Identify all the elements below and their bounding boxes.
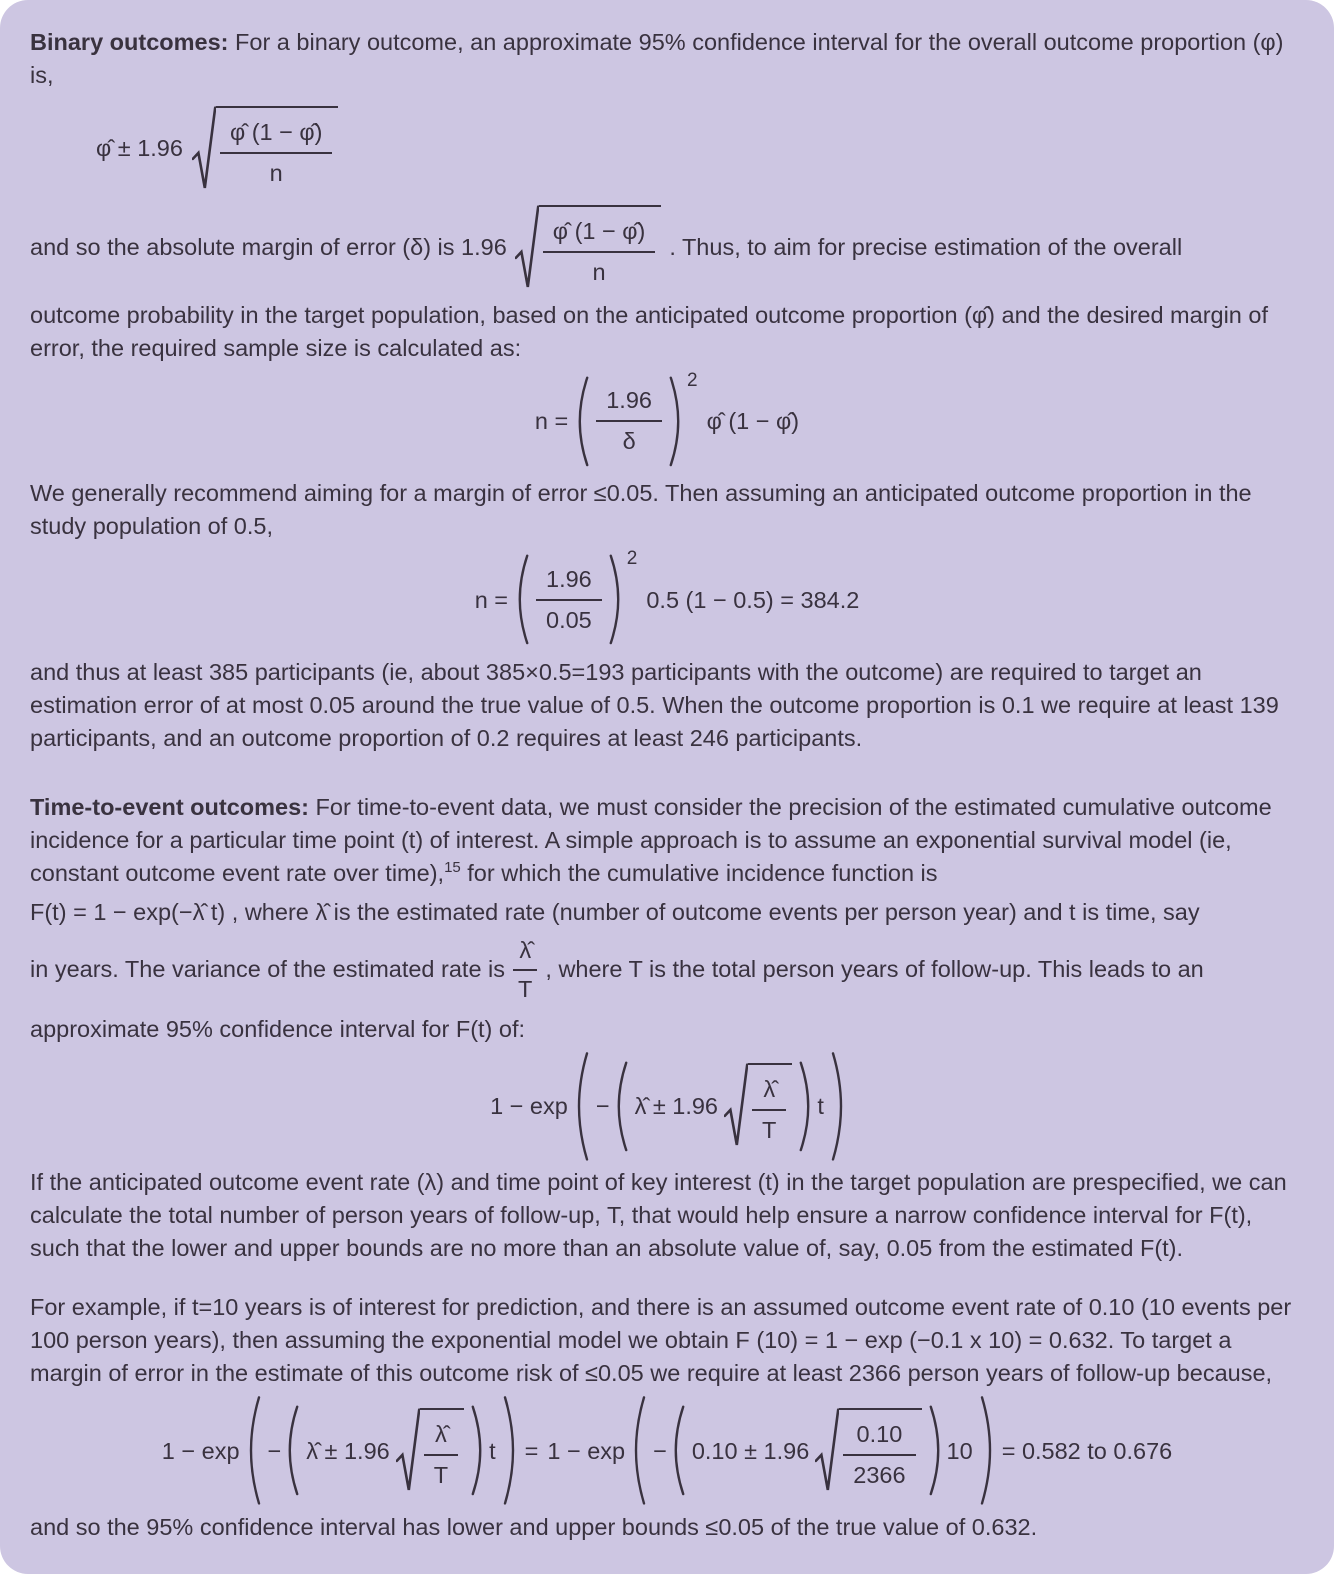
conclusion-paragraph: and so the 95% confidence interval has lower and upper bounds ≤0.05 of the true value of 0.632. <box>30 1514 1038 1541</box>
left-paren-icon <box>287 1404 300 1497</box>
margin-line-before: and so the absolute margin of error (δ) is 1.96 <box>30 234 507 261</box>
lambda-pm-term: λ̂ ± 1.96 <box>634 1092 719 1119</box>
formula-ci-proportion <box>96 106 1304 191</box>
one-minus-exp: 1 − exp <box>490 1092 568 1119</box>
equals-sign: = <box>524 1437 539 1464</box>
inner-paren-group <box>287 1404 483 1497</box>
fraction-denominator: n <box>592 258 606 285</box>
tte-heading: Time-to-event outcomes: <box>30 794 309 821</box>
exponent-2: 2 <box>626 548 638 570</box>
fraction-denominator: n <box>269 159 283 186</box>
reference-15[interactable]: 15 <box>444 859 461 877</box>
margin-continuation-paragraph: outcome probability in the target population, based on the anticipated outcome proportion (φ̂) and the desired margin of error, the required sample size is calculated as: <box>30 301 1269 361</box>
right-paren-icon <box>608 553 621 646</box>
exp-term-right <box>547 1404 992 1497</box>
fraction <box>596 384 662 457</box>
fraction-numerator: 1.96 <box>596 384 662 422</box>
fraction-denominator: 2366 <box>853 1461 906 1488</box>
minus-sign: − <box>653 1437 667 1464</box>
right-paren-icon <box>502 1394 516 1507</box>
formula-ci-cumulative-incidence <box>30 1060 1304 1153</box>
variance-after: , where T is the total person years of follow-up. This leads to an <box>545 956 1204 983</box>
time-term: t <box>817 1092 824 1119</box>
right-paren-icon <box>979 1394 993 1507</box>
margin-line-after: . Thus, to aim for precise estimation of the overall <box>669 234 1183 261</box>
radical-sign-icon <box>724 1063 748 1148</box>
lambda-pm-term: λ̂ ± 1.96 <box>306 1437 390 1464</box>
formula-sample-size-worked <box>30 548 1304 642</box>
left-paren-icon <box>673 1404 686 1497</box>
one-minus-exp: 1 − exp <box>161 1437 240 1464</box>
ci-intro-line: approximate 95% confidence interval for F(t) of: <box>30 1015 526 1042</box>
left-paren-icon <box>577 375 590 468</box>
margin-of-error-line <box>30 205 1304 290</box>
radical-sign-icon <box>515 205 539 290</box>
n-equals: n = <box>474 586 509 613</box>
fraction-numerator: λ̂ <box>424 1418 458 1456</box>
fraction-denominator: T <box>518 975 533 1002</box>
binary-outcomes-paragraph <box>30 26 1304 92</box>
n-equals: n = <box>534 407 569 434</box>
fraction-denominator: δ <box>622 428 636 455</box>
exp-term <box>490 1060 844 1153</box>
fraction-numerator: φ̂ (1 − φ̂) <box>220 116 333 154</box>
phi-product-term: φ̂ (1 − φ̂) <box>706 407 800 434</box>
time-term: t <box>489 1437 496 1464</box>
inner-paren-group <box>673 1404 941 1497</box>
one-minus-exp: 1 − exp <box>547 1437 626 1464</box>
right-paren-icon <box>470 1404 483 1497</box>
formula-worked-tte <box>30 1404 1304 1497</box>
left-paren-icon <box>616 1060 629 1153</box>
radical-sign-icon <box>815 1408 839 1493</box>
right-paren-icon <box>830 1050 844 1163</box>
fraction <box>424 1418 458 1491</box>
right-paren-icon <box>928 1404 941 1497</box>
fraction-denominator: 0.05 <box>546 606 592 633</box>
example-paragraph: For example, if t=10 years is of interest for prediction, and there is an assumed outcome event rate of 0.10 (10 events per 100 person years), then assuming the exponential model we obtain F (10) = 1 − exp (−0.1 x 10) = 0.632. To target a margin of error in the estimate of this outcome risk of ≤0.05 we require at least 2366 person years of follow-up because, <box>30 1294 1292 1387</box>
left-paren-icon <box>576 1050 590 1163</box>
phi-hat-pm-term: φ̂ ± 1.96 <box>96 135 183 162</box>
binary-outcomes-heading: Binary outcomes: <box>30 29 229 55</box>
prespecified-paragraph: If the anticipated outcome event rate (λ) and time point of key interest (t) in the target population are prespecified, we can calculate the total number of person years of follow-up, T, that would help ensure a narrow confidence interval for F(t), such that the lower and upper bounds are no more than an absolute value of, say, 0.05 from the estimated F(t). <box>30 1169 1287 1262</box>
binary-result-paragraph: and thus at least 385 participants (ie, about 385×0.5=193 participants with the outcome) are required to target an estimation error of at most 0.05 around the true value of 0.5. When the outcome proportion is 0.1 we require at least 139 participants, and an outcome proportion of 0.2 requires at least 246 participants. <box>30 659 1279 752</box>
fraction-numerator: 0.10 <box>843 1418 915 1456</box>
outer-paren-group <box>248 1404 516 1497</box>
paren-group <box>517 548 638 642</box>
worked-result-term: 0.5 (1 − 0.5) = 384.2 <box>646 586 860 613</box>
tte-paragraph <box>30 791 1304 890</box>
cif-line: F(t) = 1 − exp(−λ̂ t) , where λ̂ is the estimated rate (number of outcome events per person year) and t is time, say <box>30 899 1200 926</box>
sqrt-radical <box>724 1063 792 1148</box>
radical-sign-icon <box>396 1408 420 1493</box>
lambda-over-T-fraction <box>513 935 537 1004</box>
fraction <box>843 1418 915 1491</box>
sqrt-radical <box>515 205 662 290</box>
fraction <box>752 1073 786 1146</box>
paren-group <box>577 369 698 464</box>
recommend-paragraph: We generally recommend aiming for a margin of error ≤0.05. Then assuming an anticipated outcome proportion in the study population of 0.5, <box>30 480 1252 540</box>
fraction <box>220 116 333 189</box>
fraction-denominator: T <box>762 1117 777 1144</box>
tte-intro-b: for which the cumulative incidence function is <box>460 860 938 887</box>
left-paren-icon <box>248 1394 262 1507</box>
left-paren-icon <box>517 553 530 646</box>
fraction-numerator: λ̂ <box>752 1073 786 1111</box>
variance-before: in years. The variance of the estimated rate is <box>30 956 506 983</box>
fraction <box>543 215 656 288</box>
exp-term-left <box>162 1404 516 1497</box>
fraction-denominator: T <box>433 1461 449 1488</box>
sqrt-radical <box>815 1408 921 1493</box>
fraction-numerator: λ̂ <box>513 935 537 971</box>
minus-sign: − <box>267 1437 282 1464</box>
outer-paren-group <box>633 1404 993 1497</box>
fraction-numerator: 1.96 <box>536 563 602 601</box>
tte-intro-a: For time-to-event data, we must consider the precision of the estimated cumulative outcome incidence for a particular time point (t) of interest. A simple approach is to assume an exponential survival model (ie, constant outcome event rate over time), <box>30 794 1272 887</box>
sqrt-radical <box>192 106 339 191</box>
outer-paren-group <box>576 1060 844 1153</box>
range-result: = 0.582 to 0.676 <box>1001 1437 1173 1464</box>
formula-sample-size <box>30 369 1304 464</box>
fraction <box>536 563 602 636</box>
time-term: 10 <box>946 1437 973 1464</box>
fraction-numerator: φ̂ (1 − φ̂) <box>543 215 656 253</box>
right-paren-icon <box>668 375 681 468</box>
inner-paren-group <box>616 1060 812 1153</box>
binary-outcomes-intro: For a binary outcome, an approximate 95% confidence interval for the overall outcome proportion (φ) is, <box>30 29 1284 88</box>
left-paren-icon <box>633 1394 647 1507</box>
exponent-2: 2 <box>686 369 698 391</box>
variance-line <box>30 935 1304 1004</box>
minus-sign: − <box>595 1092 610 1119</box>
right-paren-icon <box>798 1060 811 1153</box>
rate-pm-term: 0.10 ± 1.96 <box>691 1437 810 1464</box>
radical-sign-icon <box>192 106 216 191</box>
sqrt-radical <box>396 1408 464 1493</box>
